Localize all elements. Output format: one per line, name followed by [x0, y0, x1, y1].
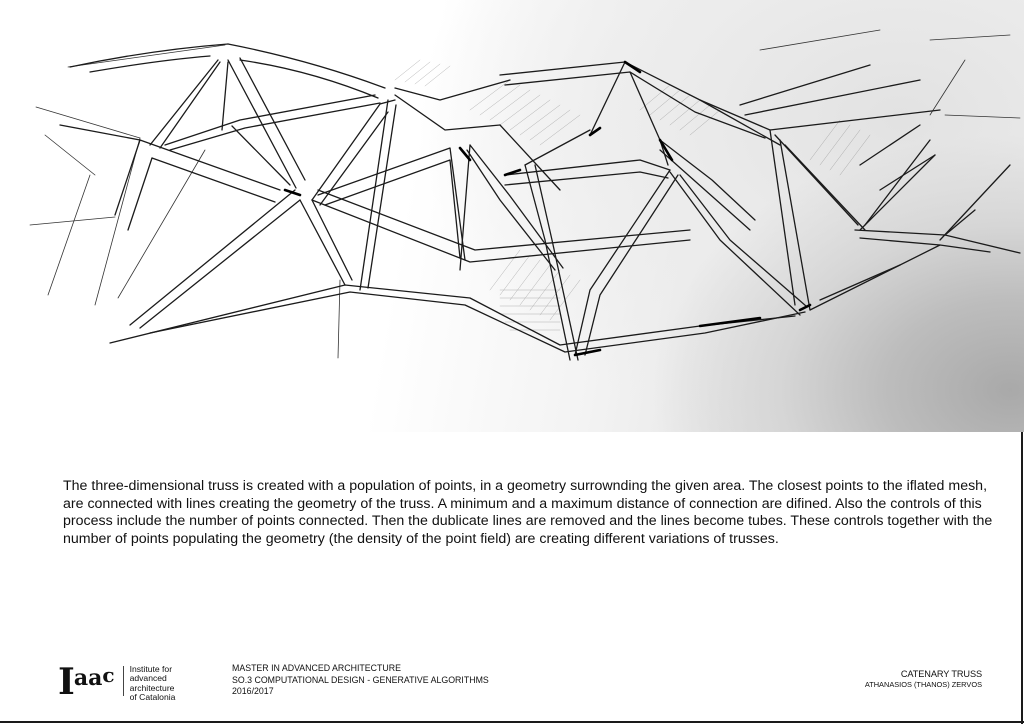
academic-year: 2016/2017 — [232, 686, 274, 696]
frame-border-bottom — [0, 721, 1024, 723]
program-name: MASTER IN ADVANCED ARCHITECTURE — [232, 663, 401, 673]
institute-name — [130, 665, 176, 703]
project-description: The three-dimensional truss is created with a population of points, in a geometry surrownding the given area. The closest points to the iflated mesh, are connected with lines creating the geometry of the truss. A minimum and a maximum distance of connection are difined. Also the controls of this process include the number of points connected. Then the dublicate lines are removed and the lines become tubes. These controls together with the number of points populating the geometry (the density of the point field) are creating different variations of trusses. — [63, 478, 993, 547]
course-info — [232, 663, 489, 698]
iaac-logo — [58, 661, 176, 703]
logo-letter-a-2: a — [88, 665, 103, 691]
logo-letter-c: c — [102, 663, 115, 687]
module-name: SO.3 COMPUTATIONAL DESIGN - GENERATIVE ALGORITHMS — [232, 674, 489, 685]
logo-letter-a: a — [73, 665, 89, 691]
institute-line-4: of Catalonia — [129, 692, 176, 703]
project-title: CATENARY TRUSS — [900, 669, 982, 679]
iaac-logo-mark — [58, 661, 115, 703]
project-author: ATHANASIOS (THANOS) ZERVOS — [864, 680, 982, 689]
project-info — [865, 669, 982, 690]
institute-line-2: advanced — [129, 673, 167, 684]
institute-line-1: Institute for — [129, 664, 173, 674]
institute-line-3: architecture — [129, 682, 175, 693]
logo-letter-i: I — [58, 661, 74, 703]
logo-divider — [123, 666, 124, 696]
frame-border-right — [1021, 432, 1023, 724]
